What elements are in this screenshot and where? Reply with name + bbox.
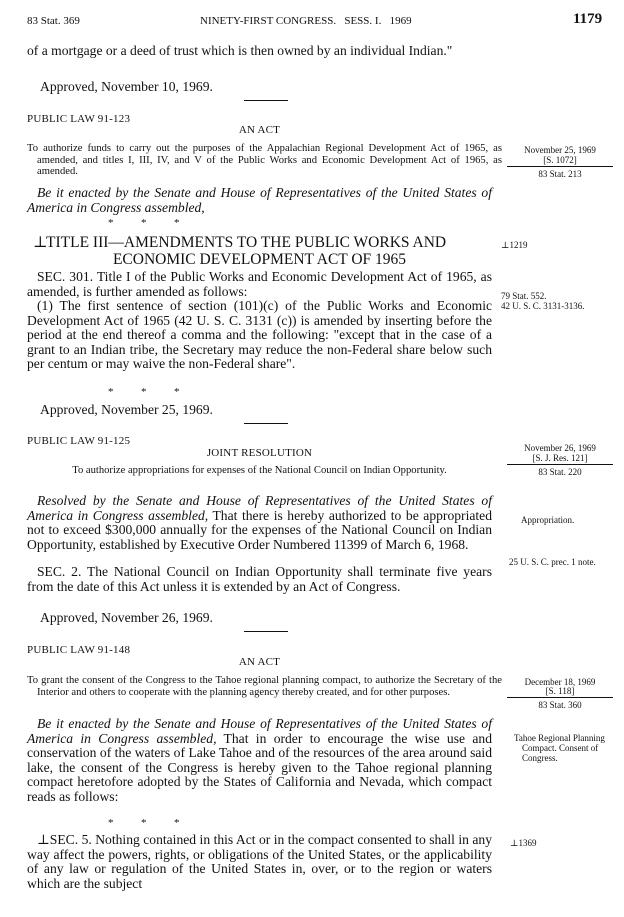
enacting-clause: Be it enacted by the Senate and House of Representatives of the United States of America in Congress assembled,	[27, 185, 492, 215]
title-marker: ⊥	[33, 234, 48, 251]
section-5	[27, 833, 492, 891]
act-heading: AN ACT	[238, 124, 281, 136]
approved-date: Approved, November 26, 1969.	[40, 610, 213, 625]
purpose-text: To authorize funds to carry out the purposes of the Appalachian Regional Development Act of 1965, as amended, and titles I, III, IV, and V of the Public Works and Economic Development Act of 1965, as amended.	[27, 143, 502, 178]
margin-date: November 25, 1969	[524, 145, 596, 155]
margin-ref-usc: 42 U. S. C. 3131-3136.	[501, 301, 585, 311]
margin-rule	[507, 464, 613, 465]
margin-ref-stat: 79 Stat. 552.	[501, 291, 547, 301]
resolved-clause-text: That there is hereby authorized to be appropriated not to exceed $300,000 annually for the expenses of the National Council on Indian Opportunity, established by Executive Order Numbered 11399 of March 6, 1968.	[27, 507, 492, 552]
public-law-label: PUBLIC LAW 91-125	[27, 435, 131, 447]
resolved-clause-italic: Resolved by the Senate and House of Representatives of the United States of America in Congress assembled,	[27, 493, 492, 523]
margin-note: Appropriation.	[521, 515, 575, 525]
title-heading-line1: TITLE III—AMENDMENTS TO THE PUBLIC WORKS AND	[46, 234, 447, 251]
act-heading: AN ACT	[238, 656, 281, 668]
enacting-clause-italic: Be it enacted by the Senate and House of Representatives of the United States of America in Congress assembled,	[27, 716, 492, 746]
margin-marker: ⊥1219	[501, 240, 528, 250]
approved-date: Approved, November 25, 1969.	[40, 402, 213, 417]
margin-marker: ⊥1369	[510, 838, 537, 848]
margin-date: December 18, 1969	[524, 677, 596, 687]
public-law-label: PUBLIC LAW 91-123	[27, 113, 131, 125]
header-congress: NINETY-FIRST CONGRESS. SESS. I. 1969	[200, 15, 412, 27]
margin-note: 25 U. S. C. prec. 1 note.	[509, 557, 596, 567]
section-301-paragraph-1: (1) The first sentence of section (101)(c) of the Public Works and Economic Development Act of 1965 (42 U. S. C. 3131 (c)) is amended by inserting before the period at the end thereof a comma and the following: "except that in the case of a grant to an Indian tribe, the Secretary may reduce the non-Federal share below such per centum or may waive the non-Federal share".	[27, 298, 492, 372]
public-law-label: PUBLIC LAW 91-148	[27, 644, 131, 656]
margin-note: Tahoe Regional Planning Compact. Consent of Congress.	[514, 733, 605, 763]
omission-stars: * * *	[108, 817, 180, 829]
title-heading-line2: ECONOMIC DEVELOPMENT ACT OF 1965	[112, 251, 407, 268]
omission-stars: * * *	[108, 386, 180, 398]
resolution-heading: JOINT RESOLUTION	[206, 447, 313, 459]
margin-stat: 83 Stat. 213	[538, 169, 582, 179]
enacting-clause-text: That in order to encourage the wise use and conservation of the waters of Lake Tahoe and of the resources of the area around said lake, the consent of the Congress is hereby given to the Tahoe regional planning compact heretofore adopted by the States of California and Nevada, which compact reads as follows:	[27, 730, 492, 804]
section-5-text: SEC. 5. Nothing contained in this Act or in the compact consented to shall in any way affect the powers, rights, or obligations of the United States, or the applicability of any law or regulation of the United States in, over, or to the region or waters which are the subject	[27, 832, 492, 891]
margin-rule	[507, 697, 613, 698]
divider	[244, 100, 288, 101]
section-marker: ⊥	[37, 832, 50, 847]
resolved-clause	[27, 494, 492, 552]
margin-bill: [S. J. Res. 121]	[532, 453, 588, 463]
page-number: 1179	[573, 11, 603, 27]
purpose-text: To authorize appropriations for expenses of the National Council on Indian Opportunity.	[72, 465, 447, 476]
margin-ref	[501, 291, 616, 311]
margin-bill: [S. 118]	[545, 686, 575, 696]
continuation-text: of a mortgage or a deed of trust which is then owned by an individual Indian."	[27, 43, 453, 58]
section-301: SEC. 301. Title I of the Public Works and Economic Development Act of 1965, as amended, is further amended as follows:	[27, 269, 492, 299]
margin-marker-number: 1369	[518, 838, 537, 848]
section-2: SEC. 2. The National Council on Indian Opportunity shall terminate five years from the date of this Act unless it is extended by an Act of Congress.	[27, 564, 492, 594]
header-stat-ref: 83 Stat. 369	[27, 15, 80, 27]
margin-rule	[507, 166, 613, 167]
enacting-clause	[27, 717, 492, 805]
approved-date: Approved, November 10, 1969.	[40, 79, 213, 94]
divider	[244, 423, 288, 424]
margin-stat: 83 Stat. 220	[538, 467, 582, 477]
margin-stat: 83 Stat. 360	[538, 700, 582, 710]
margin-marker-number: 1219	[509, 240, 528, 250]
purpose-text: To grant the consent of the Congress to the Tahoe regional planning compact, to authorize the Secretary of the Interior and others to cooperate with the planning agency thereby created, and for other purposes.	[27, 675, 502, 698]
omission-stars: * * *	[108, 217, 180, 229]
divider	[244, 631, 288, 632]
margin-date: November 26, 1969	[524, 443, 596, 453]
margin-bill: [S. 1072]	[543, 155, 577, 165]
